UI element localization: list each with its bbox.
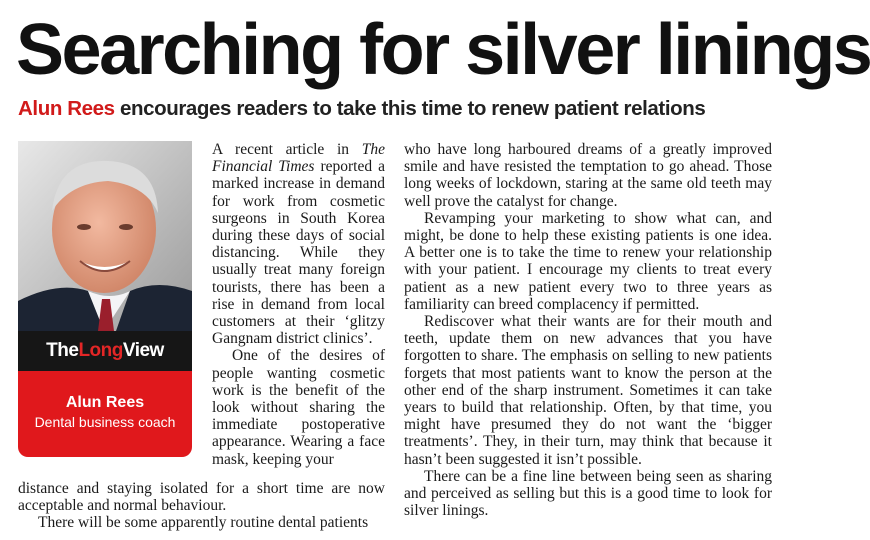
paragraph-1 [212,141,385,347]
paragraph-6: There can be a fine line between being seen as sharing and perceived as selling but this is a good time to look for silver linings. [404,467,772,520]
paragraph-1-body: reported a marked increase in demand for work from cosmetic surgeons in South Korea during these days of social distancing. While they usually treat many foreign tourists, there has been a rise in demand from local customers at their ‘glitzy Gangnam district clinics’. [212,158,385,348]
columnist-profile [18,141,192,457]
paragraph-2-continued: distance and staying isolated for a short time are now acceptable and normal behaviour. [18,480,385,515]
article-column-2 [404,141,772,519]
column-name-the: The [46,340,79,361]
portrait-icon [18,141,192,331]
column-badge [18,331,192,371]
byline-name: Alun Rees [65,394,145,411]
article-column-1 [212,141,385,468]
paragraph-2: One of the desires of people wanting cosmetic work is the benefit of the look without sharing the immediate postoperative appearance. Wearing a face mask, keeping your [212,347,385,468]
column-name-long: Long [78,340,123,361]
standfirst [18,96,778,122]
byline-box [18,371,192,457]
source-publication: The Financial Times [212,141,385,176]
paragraph-5: Rediscover what their wants are for their mouth and teeth, update them on new advances that you have forgotten to share. The emphasis on selling to new patients forgets that most patients want to know the person at the other end of the sharp instrument. Sometimes it can take years to build that relationship. Often, by that time, you might have presumed they do not want the ‘bigger treatments’. They, in their turn, may think that because it hasn’t been suggested it isn’t possible. [404,313,772,468]
standfirst-text: encourages readers to take this time to renew patient relations [119,97,706,120]
paragraph-3-continued: who have long harboured dreams of a greatly improved smile and have resisted the temptation to go ahead. Those long weeks of lockdown, staring at the same old teeth may well prove the catalyst for change. [404,141,772,210]
column-name-view: View [122,340,164,361]
byline-role: Dental business coach [34,414,176,430]
headline: Searching for silver linings [16,10,870,90]
article-column-1-continued [18,480,385,532]
paragraph-1-lead: A recent article in [212,141,362,158]
standfirst-author: Alun Rees [18,97,115,120]
paragraph-4: Revamping your marketing to show what can, and might, be done to help these existing patients is one idea. A better one is to take the time to renew your relationship with your patient. I encourage my clients to treat every patient as a new patient every two to three years as familiarity can breed complacency if permitted. [404,209,772,313]
author-photo [18,141,192,331]
paragraph-3: There will be some apparently routine dental patients [38,514,369,532]
